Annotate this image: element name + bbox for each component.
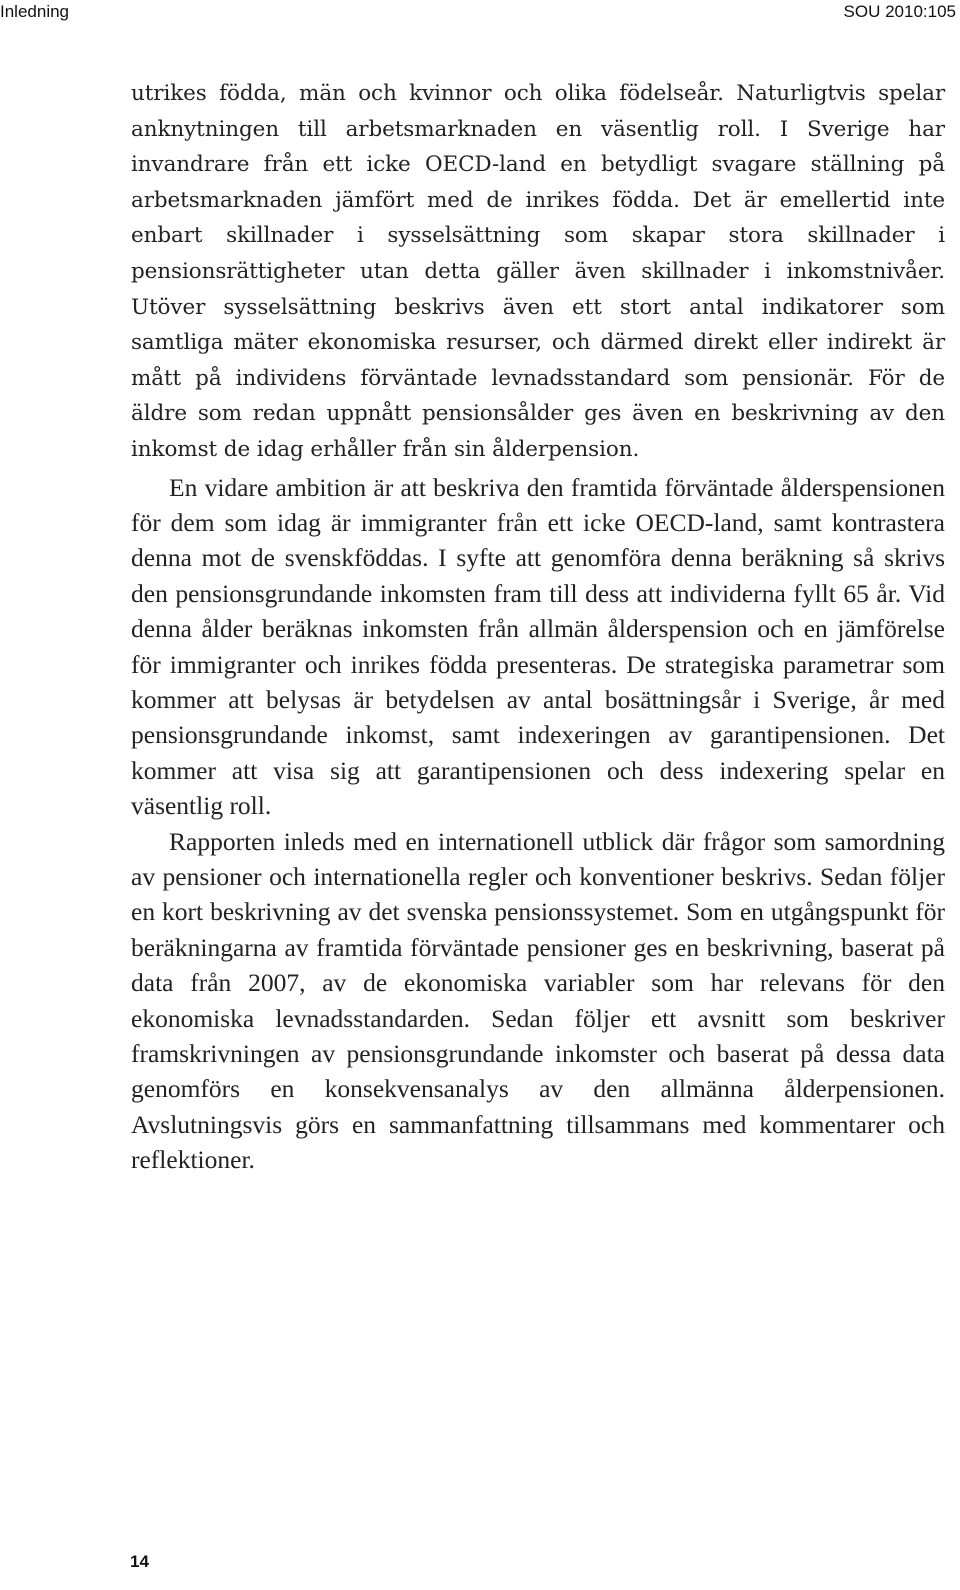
paragraph: En vidare ambition är att beskriva den framtida förväntade ålderspensionen för dem som idag är immigranter från ett icke OECD-land, samt kontrastera denna mot de svenskföddas. I syfte att genomföra denna beräkning så skrivs den pensionsgrundande inkomsten fram till dess att individerna fyllt 65 år. Vid denna ålder beräknas inkomsten från allmän ålderspension och en jämförelse för immigranter och inrikes födda presenteras. De strategiska parametrar som kommer att belysas är betydelsen av antal bosättningsår i Sverige, år med pensionsgrundande inkomst, samt indexeringen av garantipensionen. Det kommer att visa sig att garantipensionen och dess indexering spelar en väsentlig roll. [131,472,945,821]
running-header [0,0,960,24]
paragraph: Rapporten inleds med en internationell utblick där frågor som samordning av pensioner och internationella regler och konventioner beskrivs. Sedan följer en kort beskrivning av det svenska pensionssystemet. Som en utgångspunkt för beräkningarna av framtida förväntade pensioner ges en beskrivning, baserat på data från 2007, av de ekonomiska variabler som har relevans för den ekonomiska levnadsstandarden. Sedan följer ett avsnitt som beskriver framskrivningen av pensionsgrundande inkomster och baserat på dessa data genomförs en konsekvensanalys av den allmänna ålderpensionen. Avslutningsvis görs en sammanfattning tillsammans med kommentarer och reflektioner. [131,826,945,1175]
report-id: SOU 2010:105 [843,2,956,21]
page-number: 14 [130,1552,149,1571]
chapter-title: Inledning [0,2,70,21]
paragraph: utrikes födda, män och kvinnor och olika födelseår. Naturligtvis spelar anknytningen till arbetsmarknaden en väsentlig roll. I Sverige har invandrare från ett icke OECD-land en betydligt svagare ställning på arbetsmarknaden jämfört med de inrikes födda. Det är emellertid inte enbart skillnader i sysselsättning som skapar stora skillnader i pensionsrättigheter utan detta gäller även skillnader i inkomstnivåer. Utöver sysselsättning beskrivs även ett stort antal indikatorer som samtliga mäter ekonomiska resurser, och därmed direkt eller indirekt är mått på individens förväntade levnadsstandard som pensionär. För de äldre som redan uppnått pensionsålder ges även en beskrivning av den inkomst de idag erhåller från sin ålderpension. [131,81,945,462]
body-text [131,76,945,1178]
